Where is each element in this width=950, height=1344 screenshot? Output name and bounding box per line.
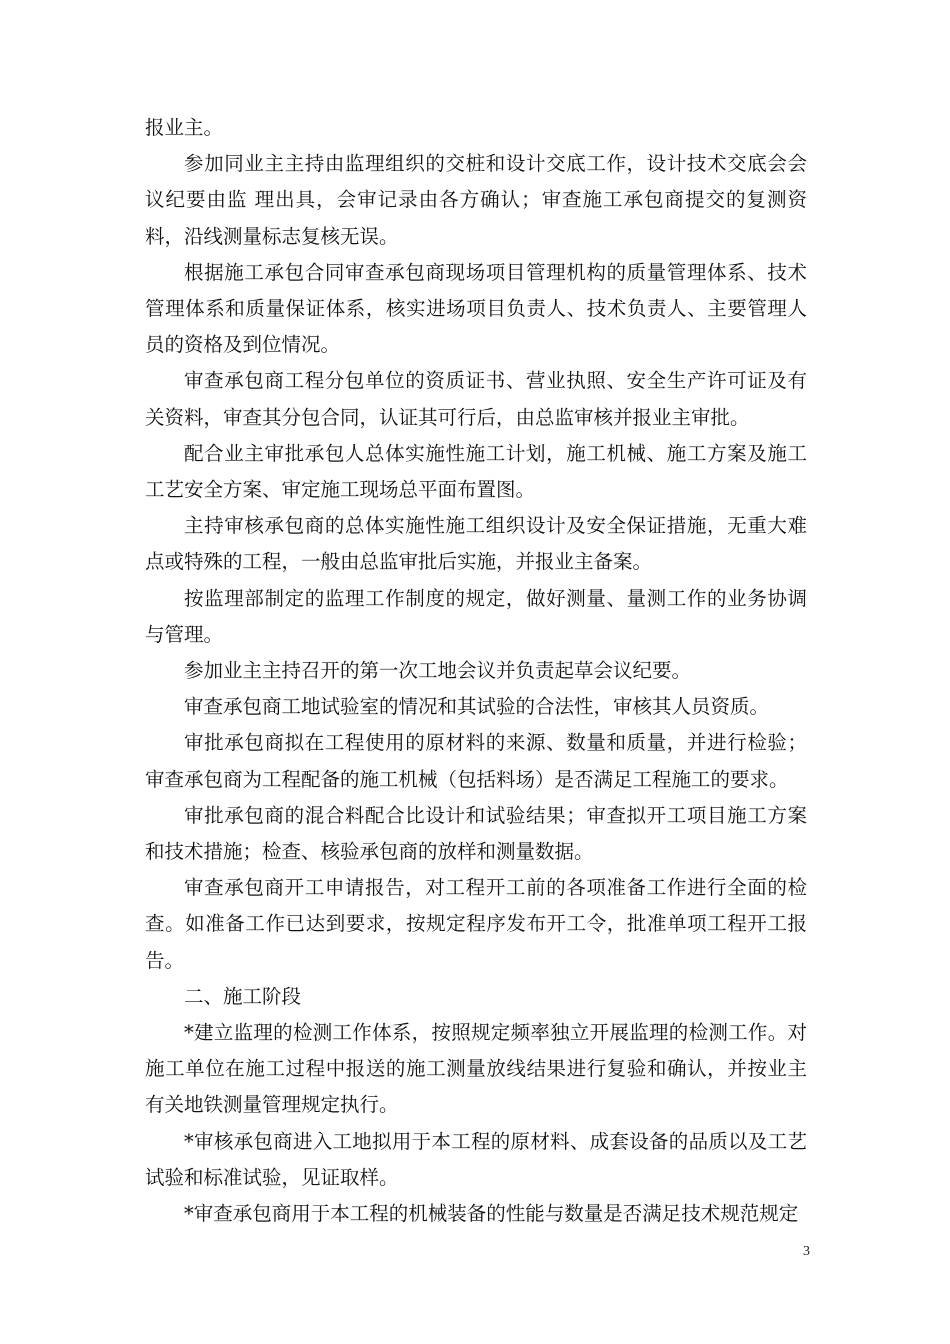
paragraph-11: 审批承包商的混合料配合比设计和试验结果；审查拟开工项目施工方案和技术措施；检查、核验承包商的放样和测量数据。 (145, 803, 807, 864)
paragraph-2: 参加同业主主持由监理组织的交桩和设计交底工作，设计技术交底会会议纪要由监 理出具，会审记录由各方确认；审查施工承包商提交的复测资料，沿线测量标志复核无误。 (145, 152, 807, 248)
paragraph-14: *建立监理的检测工作体系，按照规定频率独立开展监理的检测工作。对施工单位在施工过程中报送的施工测量放线结果进行复验和确认，并按业主有关地铁测量管理规定执行。 (145, 1021, 807, 1117)
section-heading-construction-phase: 二、施工阶段 (184, 984, 302, 1008)
paragraph-7: 按监理部制定的监理工作制度的规定，做好测量、量测工作的业务协调与管理。 (145, 586, 807, 646)
paragraph-4: 审查承包商工程分包单位的资质证书、营业执照、安全生产许可证及有关资料，审查其分包合同，认证其可行后，由总监审核并报业主审批。 (145, 369, 807, 429)
paragraph-15: *审核承包商进入工地拟用于本工程的原材料、成套设备的品质以及工艺试验和标准试验，见证取样。 (145, 1129, 807, 1189)
paragraph-6: 主持审核承包商的总体实施性施工组织设计及安全保证措施，无重大难点或特殊的工程，一般由总监审批后实施，并报业主备案。 (145, 514, 807, 574)
paragraph-1: 报业主。 (145, 116, 224, 139)
paragraph-8: 参加业主主持召开的第一次工地会议并负责起草会议纪要。 (184, 659, 692, 683)
page-body (145, 110, 807, 1232)
paragraph-9: 审查承包商工地试验室的情况和其试验的合法性，审核其人员资质。 (184, 695, 770, 719)
page-number: 3 (803, 1244, 810, 1259)
paragraph-3: 根据施工承包合同审查承包商现场项目管理机构的质量管理体系、技术管理体系和质量保证体系，核实进场项目负责人、技术负责人、主要管理人员的资格及到位情况。 (145, 260, 807, 357)
paragraph-12: 审查承包商开工申请报告，对工程开工前的各项准备工作进行全面的检查。如准备工作已达到要求，按规定程序发布开工令，批准单项工程开工报告。 (145, 876, 807, 972)
paragraph-16: *审查承包商用于本工程的机械装备的性能与数量是否满足技术规范规定 (184, 1202, 799, 1226)
paragraph-10: 审批承包商拟在工程使用的原材料的来源、数量和质量，并进行检验；审查承包商为工程配备的施工机械（包括料场）是否满足工程施工的要求。 (145, 731, 807, 791)
paragraph-5: 配合业主审批承包人总体实施性施工计划，施工机械、施工方案及施工工艺安全方案、审定施工现场总平面布置图。 (145, 441, 807, 502)
